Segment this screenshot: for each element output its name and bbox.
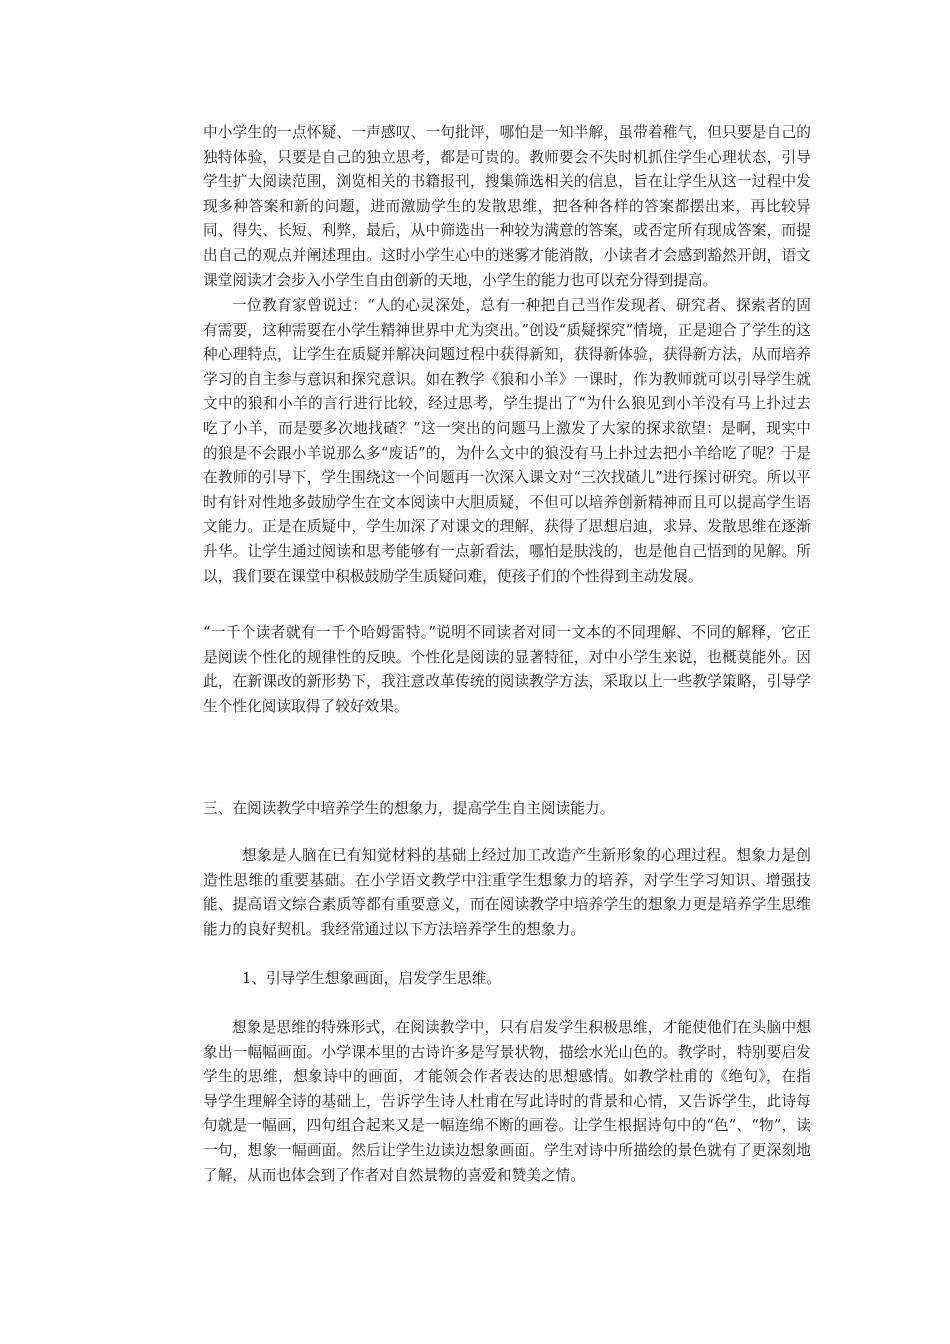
body-paragraph: 想象是思维的特殊形式，在阅读教学中，只有启发学生积极思维，才能使他们在头脑中想象出一幅幅画面。小学课本里的古诗许多是写景状物，描绘水光山色的。教学时，特别要启发学生的思维，想象诗中的画面，才能领会作者表达的思想感情。如教学杜甫的《绝句》，在指导学生理解全诗的基础上，告诉学生诗人杜甫在写此诗时的背景和心情，又告诉学生，此诗每句就是一幅画，四句组合起来又是一幅连绵不断的画卷。让学生根据诗句中的“色”、“物”，读一句，想象一幅画面。然后让学生边读边想象画面。学生对诗中所描绘的景色就有了更深刻地了解，从而也体会到了作者对自然景物的喜爱和赞美之情。 [203, 1019, 811, 1184]
body-paragraph: 一位教育家曾说过：“人的心灵深处，总有一种把自己当作发现者、研究者、探索者的固有需要，这种需要在小学生精神世界中尤为突出。”创设“质疑探究”情境，正是迎合了学生的这种心理特点，让学生在质疑并解决问题过程中获得新知，获得新体验，获得新方法，从而培养学习的自主参与意识和探究意识。如在教学《狼和小羊》一课时，作为教师就可以引导学生就文中的狼和小羊的言行进行比较，经过思考，学生提出了“为什么狼见到小羊没有马上扑过去吃了小羊，而是要多次地找碴？”这一突出的问题马上激发了大家的探求欲望：是啊，现实中的狼是不会跟小羊说那么多“废话”的，为什么文中的狼没有马上扑过去把小羊给吃了呢？于是在教师的引导下，学生围绕这一个问题再一次深入课文对“三次找碴儿”进行探讨研究。所以平时有针对性地多鼓励学生在文本阅读中大胆质疑，不但可以培养创新精神而且可以提高学生语文能力。正是在质疑中，学生加深了对课文的理解，获得了思想启迪，求异、发散思维在逐渐升华。让学生通过阅读和思考能够有一点新看法，哪怕是肤浅的，也是他自己悟到的见解。所以，我们要在课堂中积极鼓励学生质疑问难，使孩子们的个性得到主动发展。 [203, 297, 811, 585]
section-heading: 三、在阅读教学中培养学生的想象力，提高学生自主阅读能力。 [203, 800, 615, 817]
body-paragraph: “一千个读者就有一千个哈姆雷特。”说明不同读者对同一文本的不同理解、不同的解释，它正是阅读个性化的规律性的反映。个性化是阅读的显著特征，对中小学生来说，也概莫能外。因此，在新课改的新形势下，我注意改革传统的阅读教学方法，采取以上一些教学策略，引导学生个性化阅读取得了较好效果。 [203, 624, 811, 715]
body-paragraph: 中小学生的一点怀疑、一声感叹、一句批评，哪怕是一知半解，虽带着稚气，但只要是自己的独特体验，只要是自己的独立思考，都是可贵的。教师要会不失时机抓住学生心理状态，引导学生扩大阅读范围，浏览相关的书籍报刊，搜集筛选相关的信息，旨在让学生从这一过程中发现多种答案和新的问题，进而激励学生的发散思维，把各种各样的答案都摆出来，再比较异同、得失、长短、利弊，最后，从中筛选出一种较为满意的答案，或否定所有现成答案，而提出自己的观点并阐述理由。这时小学生心中的迷雾才能消散，小读者才会感到豁然开朗，语文课堂阅读才会步入小学生自由创新的天地，小学生的能力也可以充分得到提高。 [203, 124, 811, 289]
body-paragraph: 想象是人脑在已有知觉材料的基础上经过加工改造产生新形象的心理过程。想象力是创造性思维的重要基础。在小学语文教学中注重学生想象力的培养，对学生学习知识、增强技能、提高语文综合素质等都有重要意义，而在阅读教学中培养学生的想象力更是培养学生思维能力的良好契机。我经常通过以下方法培养学生的想象力。 [203, 847, 811, 938]
subsection-heading: 1、引导学生想象画面，启发学生思维。 [242, 970, 502, 987]
